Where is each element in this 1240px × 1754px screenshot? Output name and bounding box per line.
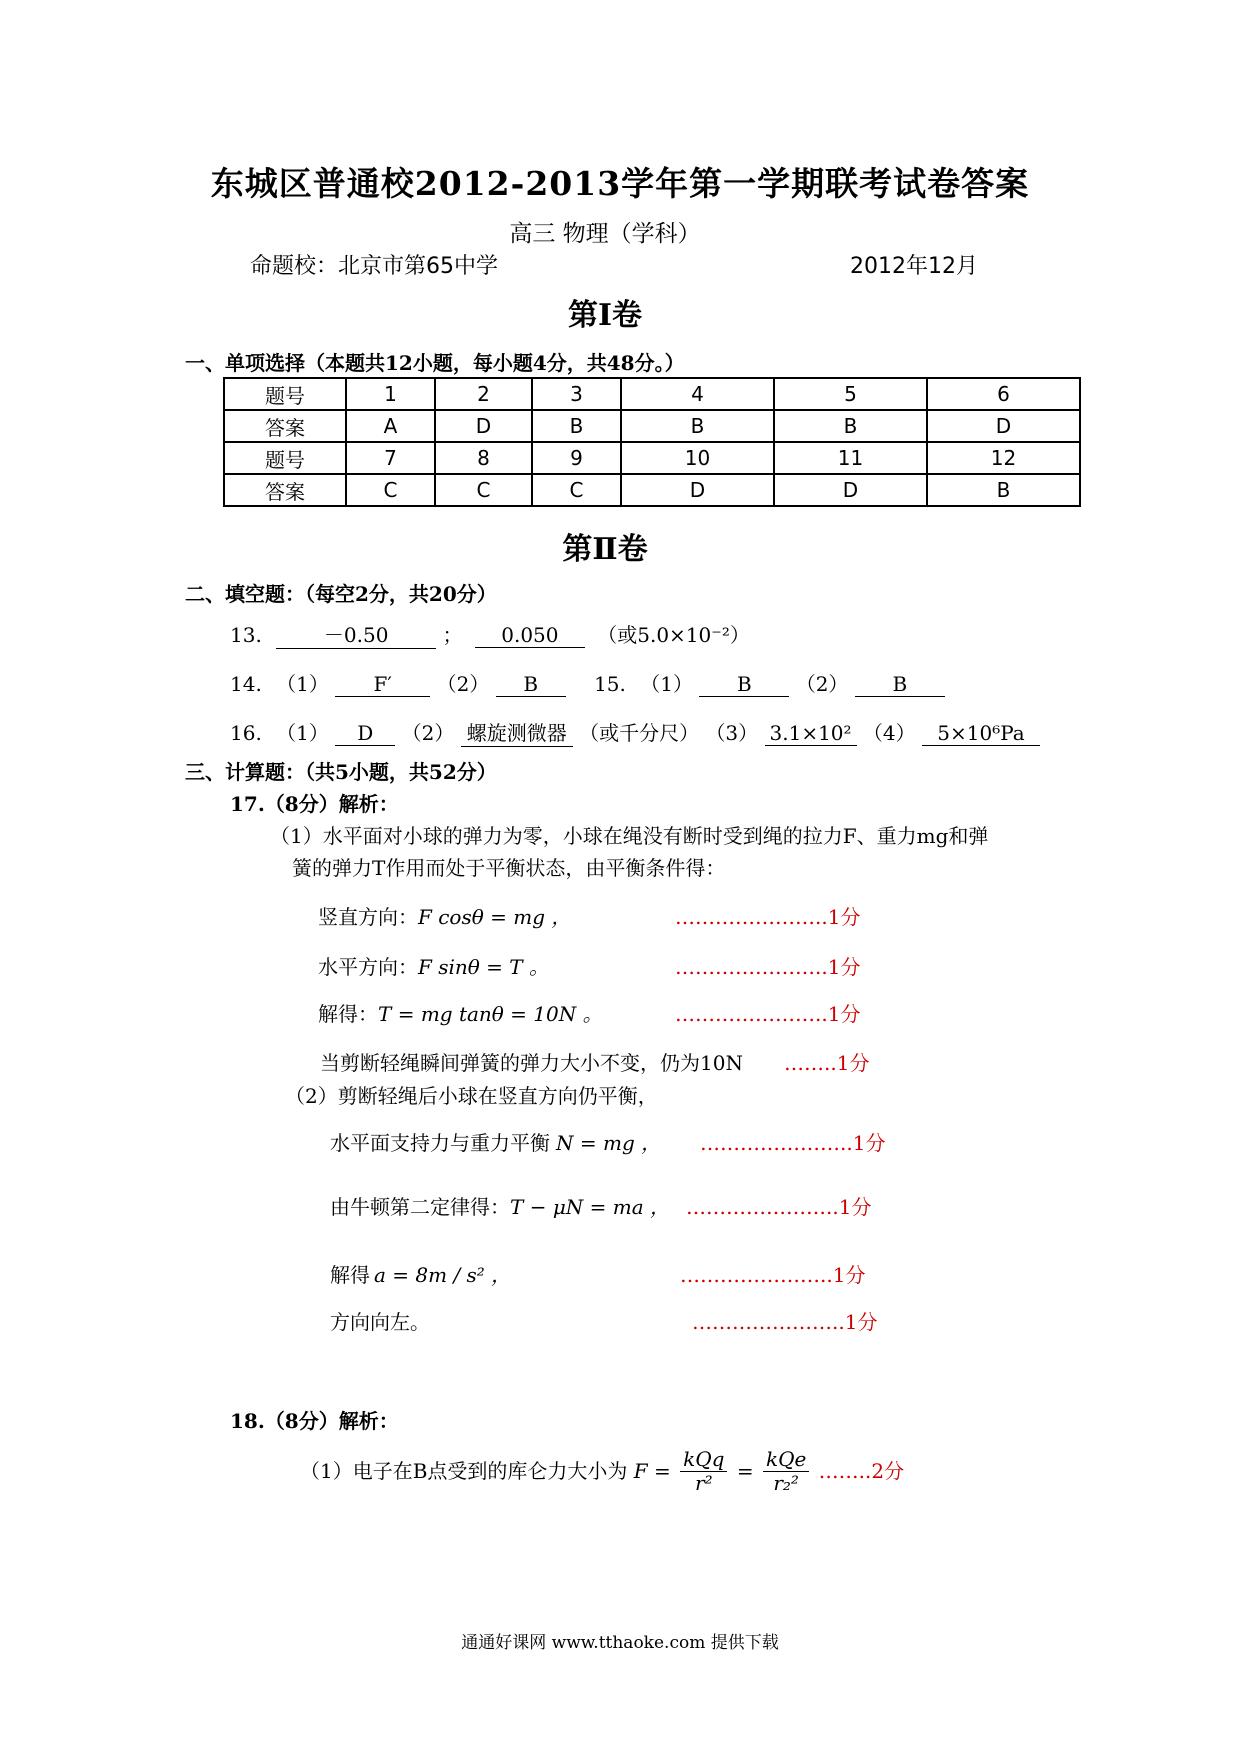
q15-answer-2: B bbox=[855, 672, 945, 697]
answer-table-cell: D bbox=[435, 410, 532, 442]
q17-score-5: …………………..1分 bbox=[700, 1131, 886, 1155]
q13-note: （或5.0×10⁻²） bbox=[597, 623, 750, 647]
q18-fraction-1 bbox=[680, 1448, 727, 1495]
q17-part2-line: （2）剪断轻绳后小球在竖直方向仍平衡， bbox=[285, 1084, 658, 1108]
section2-title: 二、填空题：（每空2分，共20分） bbox=[185, 582, 497, 606]
q17-score-6: …………………..1分 bbox=[686, 1195, 872, 1219]
answer-table-cell: 5 bbox=[774, 378, 927, 410]
document-title: 东城区普通校2012-2013学年第一学期联考试卷答案 bbox=[210, 164, 1030, 203]
answer-table-row bbox=[224, 378, 1080, 410]
answer-table-cell: 8 bbox=[435, 442, 532, 474]
q14-part1-label: （1） bbox=[276, 672, 329, 696]
q17-part1-line2: 簧的弹力T作用而处于平衡状态，由平衡条件得： bbox=[292, 856, 726, 880]
q17-heading: 17.（8分）解析： bbox=[230, 792, 399, 816]
answer-table bbox=[223, 377, 1081, 507]
q18-force-lhs: F = bbox=[633, 1459, 671, 1483]
q14-number: 14. bbox=[230, 672, 262, 696]
answer-table-cell: A bbox=[346, 410, 435, 442]
q17-horizontal-equation: F sinθ = T 。 bbox=[418, 955, 549, 979]
answer-table-cell: D bbox=[621, 474, 774, 506]
answer-table-cell: 11 bbox=[774, 442, 927, 474]
q14-answer-1: F′ bbox=[335, 672, 430, 697]
q14-q15-line bbox=[230, 668, 945, 697]
section3-title: 三、计算题：（共5小题，共52分） bbox=[185, 760, 497, 784]
q17-solve-label: 解得： bbox=[318, 1002, 378, 1026]
part2-title: 第Ⅱ卷 bbox=[562, 532, 648, 567]
q13-answer-2: 0.050 bbox=[475, 623, 585, 648]
q18-part1-text: （1）电子在B点受到的库仑力大小为 bbox=[300, 1459, 628, 1483]
q17-score-4: ……..1分 bbox=[784, 1051, 870, 1075]
q13-answer-1: －0.50 bbox=[276, 619, 436, 649]
q17-spring-line: 当剪断轻绳瞬间弹簧的弹力大小不变，仍为10N bbox=[320, 1051, 743, 1075]
q17-newton-label: 由牛顿第二定律得： bbox=[330, 1195, 510, 1219]
section1-title: 一、单项选择（本题共12小题，每小题4分，共48分。） bbox=[185, 351, 685, 375]
q17-support-equation: N = mg ， bbox=[556, 1131, 662, 1155]
q18-line bbox=[300, 1448, 904, 1495]
answer-table-cell: 2 bbox=[435, 378, 532, 410]
answer-table-cell: 1 bbox=[346, 378, 435, 410]
answer-table-cell: 9 bbox=[532, 442, 621, 474]
answer-table-cell: D bbox=[927, 410, 1080, 442]
q13-number: 13. bbox=[230, 623, 262, 647]
q17-line-horizontal bbox=[318, 951, 549, 980]
q14-answer-2: B bbox=[496, 672, 566, 697]
answer-table-cell: C bbox=[435, 474, 532, 506]
answer-table-cell: 3 bbox=[532, 378, 621, 410]
q17-line-accel bbox=[330, 1259, 511, 1288]
q17-vertical-label: 竖直方向： bbox=[318, 905, 418, 929]
q16-part3-label: （3） bbox=[705, 721, 759, 745]
q16-answer-2: 螺旋测微器 bbox=[461, 717, 573, 747]
q17-accel-equation: a = 8m / s² ， bbox=[374, 1263, 512, 1287]
q17-score-3: …………………..1分 bbox=[675, 1002, 861, 1026]
answer-table-row bbox=[224, 442, 1080, 474]
q17-score-1: …………………..1分 bbox=[675, 905, 861, 929]
q16-answer-1: D bbox=[335, 721, 395, 746]
q16-part4-label: （4） bbox=[862, 721, 916, 745]
q18-equals: = bbox=[736, 1459, 754, 1483]
q17-line-solve bbox=[318, 998, 603, 1027]
q17-accel-label: 解得 bbox=[330, 1263, 370, 1287]
q14-part2-label: （2） bbox=[436, 672, 490, 696]
q16-line bbox=[230, 717, 1040, 747]
q18-score-1: ……..2分 bbox=[818, 1459, 905, 1483]
q17-horizontal-label: 水平方向： bbox=[318, 955, 418, 979]
q18-numerator-1: kQq bbox=[680, 1448, 727, 1472]
q18-denominator-2: r₂² bbox=[773, 1471, 799, 1495]
answer-table-cell: 4 bbox=[621, 378, 774, 410]
q17-score-2: …………………..1分 bbox=[675, 955, 861, 979]
q17-newton-equation: T − μN = ma ， bbox=[510, 1195, 671, 1219]
answer-table-row bbox=[224, 474, 1080, 506]
answer-table-cell: 12 bbox=[927, 442, 1080, 474]
q13-line bbox=[230, 619, 750, 649]
answer-table-cell: C bbox=[532, 474, 621, 506]
q17-line-vertical bbox=[318, 901, 571, 930]
q16-number: 16. bbox=[230, 721, 262, 745]
q18-heading: 18.（8分）解析： bbox=[230, 1409, 399, 1433]
q18-numerator-2: kQe bbox=[763, 1448, 809, 1472]
q16-answer-3: 3.1×10² bbox=[765, 721, 857, 746]
q17-line-support bbox=[330, 1127, 661, 1156]
answer-table-cell: 10 bbox=[621, 442, 774, 474]
q17-solve-equation: T = mg tanθ = 10N 。 bbox=[378, 1002, 603, 1026]
answer-table-row bbox=[224, 410, 1080, 442]
q18-denominator-1: r² bbox=[695, 1471, 713, 1495]
q15-number: 15. bbox=[594, 672, 626, 696]
q15-part2-label: （2） bbox=[795, 672, 849, 696]
answer-table-row-header: 答案 bbox=[224, 410, 346, 442]
q16-answer-4: 5×10⁶Pa bbox=[922, 721, 1040, 746]
answer-table-cell: B bbox=[532, 410, 621, 442]
q17-direction-line: 方向向左。 bbox=[330, 1310, 430, 1334]
q17-support-label: 水平面支持力与重力平衡 bbox=[330, 1131, 550, 1155]
q17-vertical-equation: F cosθ = mg ， bbox=[418, 905, 572, 929]
q17-line-newton bbox=[330, 1191, 670, 1220]
answer-table-cell: D bbox=[774, 474, 927, 506]
answer-table-row-header: 题号 bbox=[224, 442, 346, 474]
part1-title: 第Ⅰ卷 bbox=[567, 298, 643, 333]
school-line: 命题校：北京市第65中学 bbox=[250, 254, 498, 279]
q17-part1-line1: （1）水平面对小球的弹力为零，小球在绳没有断时受到绳的拉力F、重力mg和弹 bbox=[270, 824, 989, 848]
footer-credit: 通通好课网 www.tthaoke.com 提供下载 bbox=[461, 1633, 779, 1653]
q13-separator: ； bbox=[442, 623, 463, 647]
answer-table-cell: C bbox=[346, 474, 435, 506]
answer-table-cell: B bbox=[927, 474, 1080, 506]
answer-table-cell: B bbox=[774, 410, 927, 442]
q15-answer-1: B bbox=[699, 672, 789, 697]
q17-score-7: …………………..1分 bbox=[680, 1263, 866, 1287]
q17-score-8: …………………..1分 bbox=[692, 1310, 878, 1334]
answer-table-cell: 7 bbox=[346, 442, 435, 474]
q16-part2-label: （2） bbox=[401, 721, 455, 745]
date-line: 2012年12月 bbox=[850, 254, 978, 279]
q15-part1-label: （1） bbox=[640, 672, 693, 696]
answer-table-cell: B bbox=[621, 410, 774, 442]
answer-table-cell: 6 bbox=[927, 378, 1080, 410]
q16-note: （或千分尺） bbox=[579, 721, 700, 745]
q16-part1-label: （1） bbox=[276, 721, 329, 745]
answer-table-row-header: 题号 bbox=[224, 378, 346, 410]
q18-fraction-2 bbox=[763, 1448, 809, 1495]
answer-table-row-header: 答案 bbox=[224, 474, 346, 506]
document-subtitle: 高三 物理（学科） bbox=[509, 221, 701, 247]
